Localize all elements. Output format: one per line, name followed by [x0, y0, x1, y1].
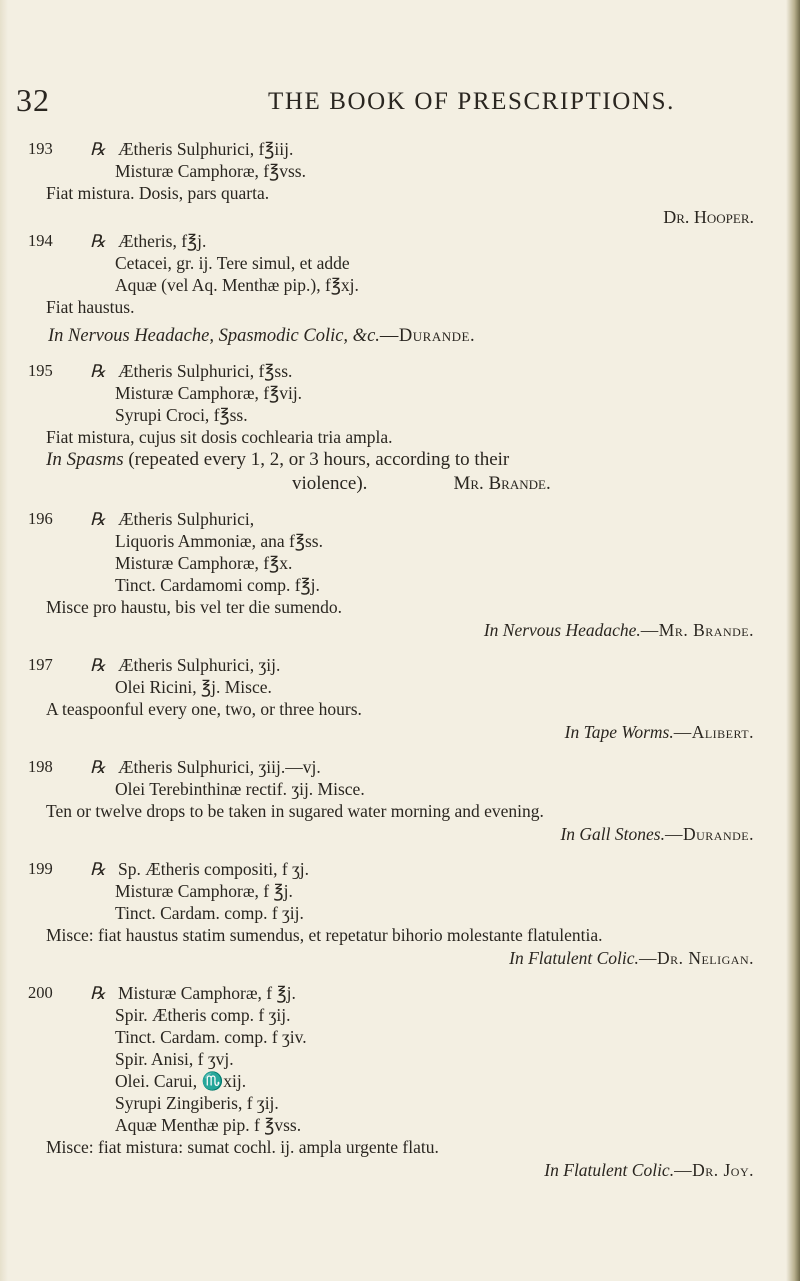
ingredient-line: Liquoris Ammoniæ, ana f℥ss.	[115, 531, 323, 551]
ingredient-line: Spir. Ætheris comp. f ʒij.	[115, 1005, 291, 1025]
ingredient-line: Cetacei, gr. ij. Tere simul, et adde	[115, 253, 350, 273]
ingredient-line: Ætheris Sulphurici, ʒiij.—vj.	[118, 757, 321, 777]
condition: In Flatulent Colic.	[509, 948, 639, 968]
prescription-number: 193	[28, 139, 53, 158]
ingredient-line: Misturæ Camphoræ, f℥vss.	[115, 161, 306, 181]
author: —Alibert.	[673, 722, 754, 742]
prescription-197	[0, 654, 780, 744]
author: —Dr. Neligan.	[638, 948, 754, 968]
recipe-icon: ℞	[90, 231, 106, 251]
use-heading	[0, 946, 780, 970]
ingredient-line: Olei Ricini, ℥j. Misce.	[115, 677, 272, 697]
prescription-198	[0, 756, 780, 846]
use-heading	[0, 720, 780, 744]
page-header	[0, 82, 800, 116]
direction: Fiat mistura. Dosis, pars quarta.	[46, 183, 270, 203]
prescription-193	[0, 138, 780, 230]
recipe-icon: ℞	[90, 139, 106, 159]
prescription-195	[0, 360, 780, 496]
author: Mr. Brande.	[453, 473, 551, 494]
ingredient-line: Aquæ (vel Aq. Menthæ pip.), f℥xj.	[115, 275, 359, 295]
condition: In Flatulent Colic.	[544, 1160, 675, 1180]
ingredient-line: Misturæ Camphoræ, f ℥j.	[115, 881, 293, 901]
direction: Fiat mistura, cujus sit dosis cochlearia tria ampla.	[46, 427, 393, 447]
recipe-icon: ℞	[90, 509, 106, 529]
recipe-icon: ℞	[90, 361, 106, 381]
ingredient-line: Olei. Carui, ♏xij.	[115, 1071, 247, 1091]
ingredient-line: Syrupi Croci, f℥ss.	[115, 405, 248, 425]
direction: Misce: fiat haustus statim sumendus, et repetatur bihorio molestante flatulentia.	[46, 925, 603, 945]
use-heading	[0, 324, 780, 348]
ingredient-line: Tinct. Cardam. comp. f ʒiv.	[115, 1027, 307, 1047]
recipe-icon: ℞	[90, 655, 106, 675]
direction: A teaspoonful every one, two, or three hours.	[46, 699, 362, 719]
prescription-number: 197	[28, 655, 53, 674]
prescription-number: 199	[28, 859, 53, 878]
condition-note: (repeated every 1, 2, or 3 hours, according to their	[128, 449, 510, 470]
ingredient-line: Ætheris Sulphurici, ʒij.	[118, 655, 281, 675]
author: —Mr. Brande.	[640, 620, 754, 640]
author: —Durande.	[664, 824, 754, 844]
direction: Misce pro haustu, bis vel ter die sumendo.	[46, 597, 342, 617]
ingredient-line: Ætheris, f℥j.	[118, 231, 207, 251]
prescription-number: 198	[28, 757, 53, 776]
use-heading	[0, 1158, 780, 1182]
direction: Fiat haustus.	[46, 297, 135, 317]
prescription-number: 195	[28, 361, 53, 380]
ingredient-line: Misturæ Camphoræ, f℥x.	[115, 553, 293, 573]
ingredient-line: Ætheris Sulphurici, f℥iij.	[118, 139, 294, 159]
author: —Durande.	[379, 326, 476, 346]
ingredient-line: Ætheris Sulphurici, f℥ss.	[118, 361, 293, 381]
condition: In Nervous Headache.	[483, 620, 641, 640]
direction: Misce: fiat mistura: sumat cochl. ij. ampla urgente flatu.	[46, 1137, 439, 1157]
condition-note: violence).	[292, 473, 368, 494]
prescription-number: 194	[28, 231, 53, 250]
page-edge-right	[786, 0, 800, 1281]
ingredient-line: Misturæ Camphoræ, f℥vij.	[115, 383, 303, 403]
condition: In Nervous Headache, Spasmodic Colic, &c.	[48, 326, 380, 346]
prescription-196	[0, 508, 780, 642]
author: Dr. Hooper.	[663, 207, 754, 227]
ingredient-line: Tinct. Cardam. comp. f ʒij.	[115, 903, 304, 923]
ingredient-line: Tinct. Cardamomi comp. f℥j.	[115, 575, 320, 595]
prescription-194	[0, 230, 780, 348]
prescription-number: 196	[28, 509, 53, 528]
running-head: THE BOOK OF PRESCRIPTIONS.	[268, 88, 675, 115]
prescription-number: 200	[28, 983, 53, 1002]
prescription-199	[0, 858, 780, 970]
use-heading	[0, 448, 780, 496]
ingredient-line: Syrupi Zingiberis, f ʒij.	[115, 1093, 279, 1113]
recipe-icon: ℞	[90, 757, 106, 777]
author: —Dr. Joy.	[674, 1160, 754, 1180]
ingredient-line: Olei Terebinthinæ rectif. ʒij. Misce.	[115, 779, 365, 799]
ingredient-line: Aquæ Menthæ pip. f ℥vss.	[115, 1115, 302, 1135]
recipe-icon: ℞	[90, 859, 106, 879]
ingredient-line: Sp. Ætheris compositi, f ʒj.	[118, 859, 310, 879]
condition: In Gall Stones.	[560, 824, 665, 844]
ingredient-line: Misturæ Camphoræ, f ℥j.	[118, 983, 296, 1003]
page-number: 32	[16, 82, 50, 118]
use-heading	[0, 822, 780, 846]
condition: In Tape Worms.	[564, 722, 674, 742]
prescription-200	[0, 982, 780, 1182]
direction: Ten or twelve drops to be taken in sugared water morning and evening.	[46, 801, 544, 821]
condition: In Spasms	[46, 449, 124, 470]
recipe-icon: ℞	[90, 983, 106, 1003]
use-heading	[0, 618, 780, 642]
ingredient-line: Spir. Anisi, f ʒvj.	[115, 1049, 234, 1069]
prescription-list	[0, 138, 780, 1182]
ingredient-line: Ætheris Sulphurici,	[118, 509, 255, 529]
